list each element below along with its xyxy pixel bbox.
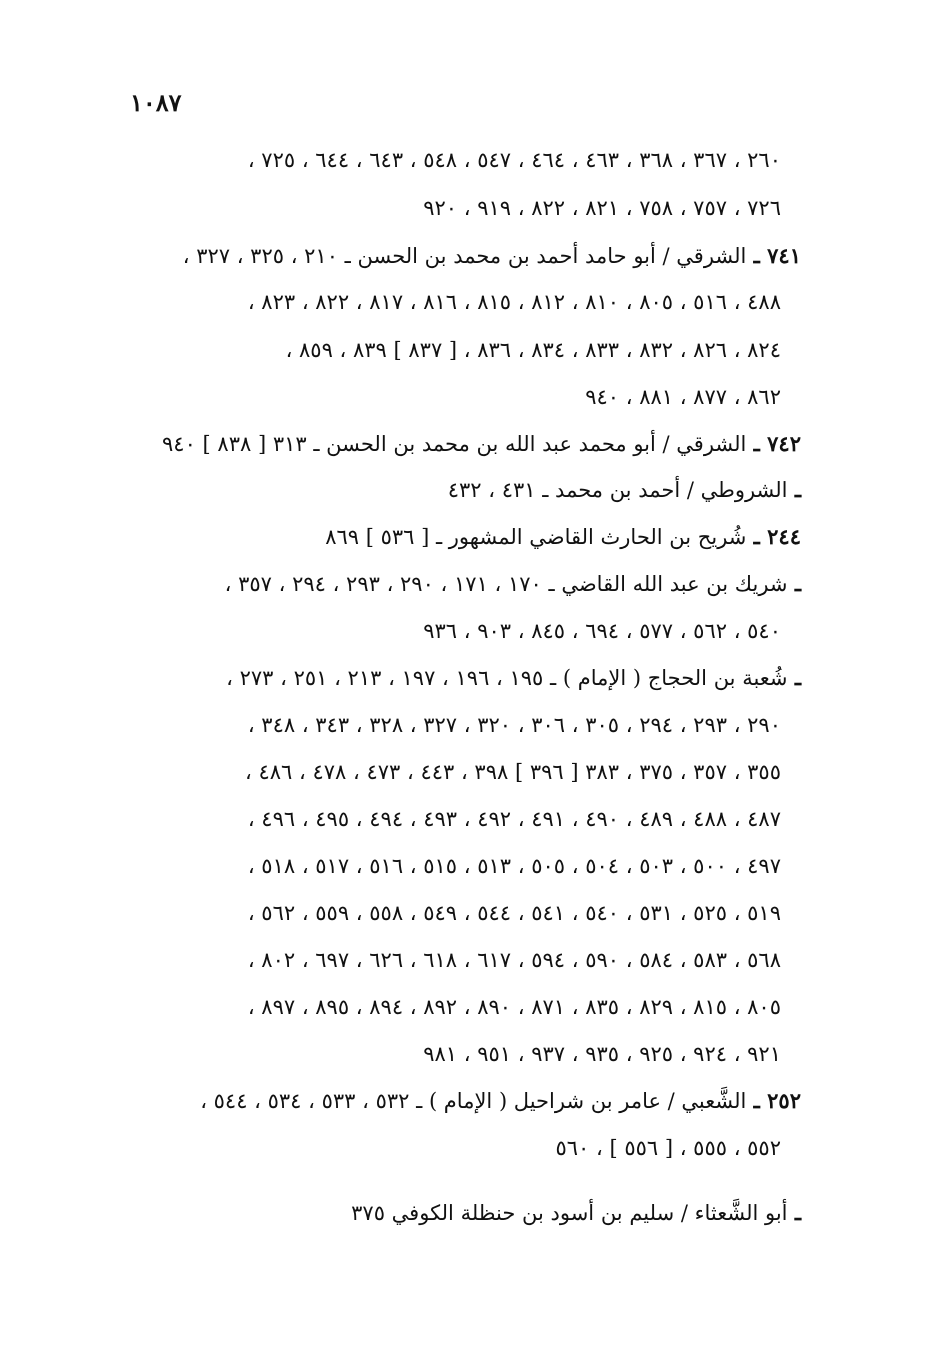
entry-dash: ـ (746, 431, 768, 456)
line-text: ٤٨٧ ، ٤٨٨ ، ٤٨٩ ، ٤٩٠ ، ٤٩١ ، ٤٩٢ ، ٤٩٣ ، ٤٩٤ ، ٤٩٥ ، ٤٩٦ ، (247, 807, 781, 831)
index-entry (162, 424, 801, 464)
line-text: ٥٥٢ ، ٥٥٥ ، [ ٥٥٦ ] ، ٥٦٠ (555, 1136, 781, 1160)
index-entry (226, 658, 801, 698)
line-text: ٥٦٨ ، ٥٨٣ ، ٥٨٤ ، ٥٩٠ ، ٥٩٤ ، ٦١٧ ، ٦١٨ ، ٦٢٦ ، ٦٩٧ ، ٨٠٢ ، (247, 948, 781, 972)
entry-dash: ـ (746, 1088, 768, 1113)
line-text: ٨٢٤ ، ٨٢٦ ، ٨٣٢ ، ٨٣٣ ، ٨٣٤ ، ٨٣٦ ، [ ٨٣٧ ] ٨٣٩ ، ٨٥٩ ، (285, 338, 781, 362)
entry-text: شريك بن عبد الله القاضي ـ ١٧٠ ، ١٧١ ، ٢٩٠ ، ٢٩٣ ، ٢٩٤ ، ٣٥٧ ، (224, 572, 788, 596)
entry-dash: ـ (746, 524, 768, 549)
entry-number: ٧٤١ (767, 243, 801, 268)
entry-dash: ـ (787, 1200, 801, 1225)
index-line (248, 893, 781, 933)
index-line (423, 611, 781, 651)
page-number: ١٠٨٧ (130, 88, 182, 117)
index-line (423, 1034, 781, 1074)
line-text: ٥١٩ ، ٥٢٥ ، ٥٣١ ، ٥٤٠ ، ٥٤١ ، ٥٤٤ ، ٥٤٩ ، ٥٥٨ ، ٥٥٩ ، ٥٦٢ ، (247, 901, 781, 925)
entry-number: ٢٤٤ (767, 524, 801, 549)
line-text: ٨٠٥ ، ٨١٥ ، ٨٢٩ ، ٨٣٥ ، ٨٧١ ، ٨٩٠ ، ٨٩٢ ، ٨٩٤ ، ٨٩٥ ، ٨٩٧ ، (247, 995, 781, 1019)
line-text: ٩٢١ ، ٩٢٤ ، ٩٢٥ ، ٩٣٥ ، ٩٣٧ ، ٩٥١ ، ٩٨١ (423, 1042, 781, 1066)
line-text: ٧٢٦ ، ٧٥٧ ، ٧٥٨ ، ٨٢١ ، ٨٢٢ ، ٩١٩ ، ٩٢٠ (423, 196, 781, 220)
index-line (248, 846, 781, 886)
line-text: ٢٩٠ ، ٢٩٣ ، ٢٩٤ ، ٣٠٥ ، ٣٠٦ ، ٣٢٠ ، ٣٢٧ ، ٣٢٨ ، ٣٤٣ ، ٣٤٨ ، (247, 713, 781, 737)
entry-dash: ـ (787, 571, 801, 596)
index-entry (325, 517, 801, 557)
entry-text: الشرقي / أبو محمد عبد الله بن محمد بن الحسن ـ ٣١٣ [ ٨٣٨ ] ٩٤٠ (162, 432, 747, 456)
index-line (248, 940, 781, 980)
index-line (248, 705, 781, 745)
entry-text: الشروطي / أحمد بن محمد ـ ٤٣١ ، ٤٣٢ (447, 478, 788, 502)
line-text: ٥٤٠ ، ٥٦٢ ، ٥٧٧ ، ٦٩٤ ، ٨٤٥ ، ٩٠٣ ، ٩٣٦ (423, 619, 781, 643)
line-text: ٨٦٢ ، ٨٧٧ ، ٨٨١ ، ٩٤٠ (585, 385, 781, 409)
index-line (248, 799, 781, 839)
index-line (286, 330, 781, 370)
line-text: ٤٩٧ ، ٥٠٠ ، ٥٠٣ ، ٥٠٤ ، ٥٠٥ ، ٥١٣ ، ٥١٥ ، ٥١٦ ، ٥١٧ ، ٥١٨ ، (247, 854, 781, 878)
entry-text: أبو الشَّعثاء / سليم بن أسود بن حنظلة الكوفي ٣٧٥ (351, 1201, 788, 1225)
line-text: ٣٥٥ ، ٣٥٧ ، ٣٧٥ ، ٣٨٣ [ ٣٩٦ ] ٣٩٨ ، ٤٤٣ ، ٤٧٣ ، ٤٧٨ ، ٤٨٦ ، (245, 760, 781, 784)
entry-dash: ـ (746, 243, 768, 268)
entry-text: شُريح بن الحارث القاضي المشهور ـ [ ٥٣٦ ] ٨٦٩ (325, 525, 747, 549)
index-line (555, 1128, 781, 1168)
index-line (245, 752, 781, 792)
line-text: ٤٨٨ ، ٥١٦ ، ٨٠٥ ، ٨١٠ ، ٨١٢ ، ٨١٥ ، ٨١٦ ، ٨١٧ ، ٨٢٢ ، ٨٢٣ ، (247, 290, 781, 314)
index-entry (225, 564, 801, 604)
entry-number: ٧٤٢ (767, 431, 801, 456)
entry-text: الشرقي / أبو حامد أحمد بن محمد بن الحسن ـ ٢١٠ ، ٣٢٥ ، ٣٢٧ ، (182, 244, 747, 268)
entry-number: ٢٥٢ (767, 1088, 801, 1113)
index-entry (351, 1193, 801, 1233)
entry-dash: ـ (787, 665, 801, 690)
line-text: ٢٦٠ ، ٣٦٧ ، ٣٦٨ ، ٤٦٣ ، ٤٦٤ ، ٥٤٧ ، ٥٤٨ ، ٦٤٣ ، ٦٤٤ ، ٧٢٥ ، (247, 148, 781, 172)
entry-dash: ـ (787, 477, 801, 502)
index-line (248, 282, 781, 322)
index-entry (200, 1081, 801, 1121)
index-line (248, 140, 781, 180)
entry-text: شُعبة بن الحجاج ( الإمام ) ـ ١٩٥ ، ١٩٦ ، ١٩٧ ، ٢١٣ ، ٢٥١ ، ٢٧٣ ، (226, 666, 788, 690)
index-entry (183, 236, 801, 276)
entry-text: الشَّعبي / عامر بن شراحيل ( الإمام ) ـ ٥٣٢ ، ٥٣٣ ، ٥٣٤ ، ٥٤٤ ، (200, 1089, 747, 1113)
index-line (423, 188, 781, 228)
index-line (248, 987, 781, 1027)
index-line (585, 377, 781, 417)
index-entry (448, 470, 801, 510)
